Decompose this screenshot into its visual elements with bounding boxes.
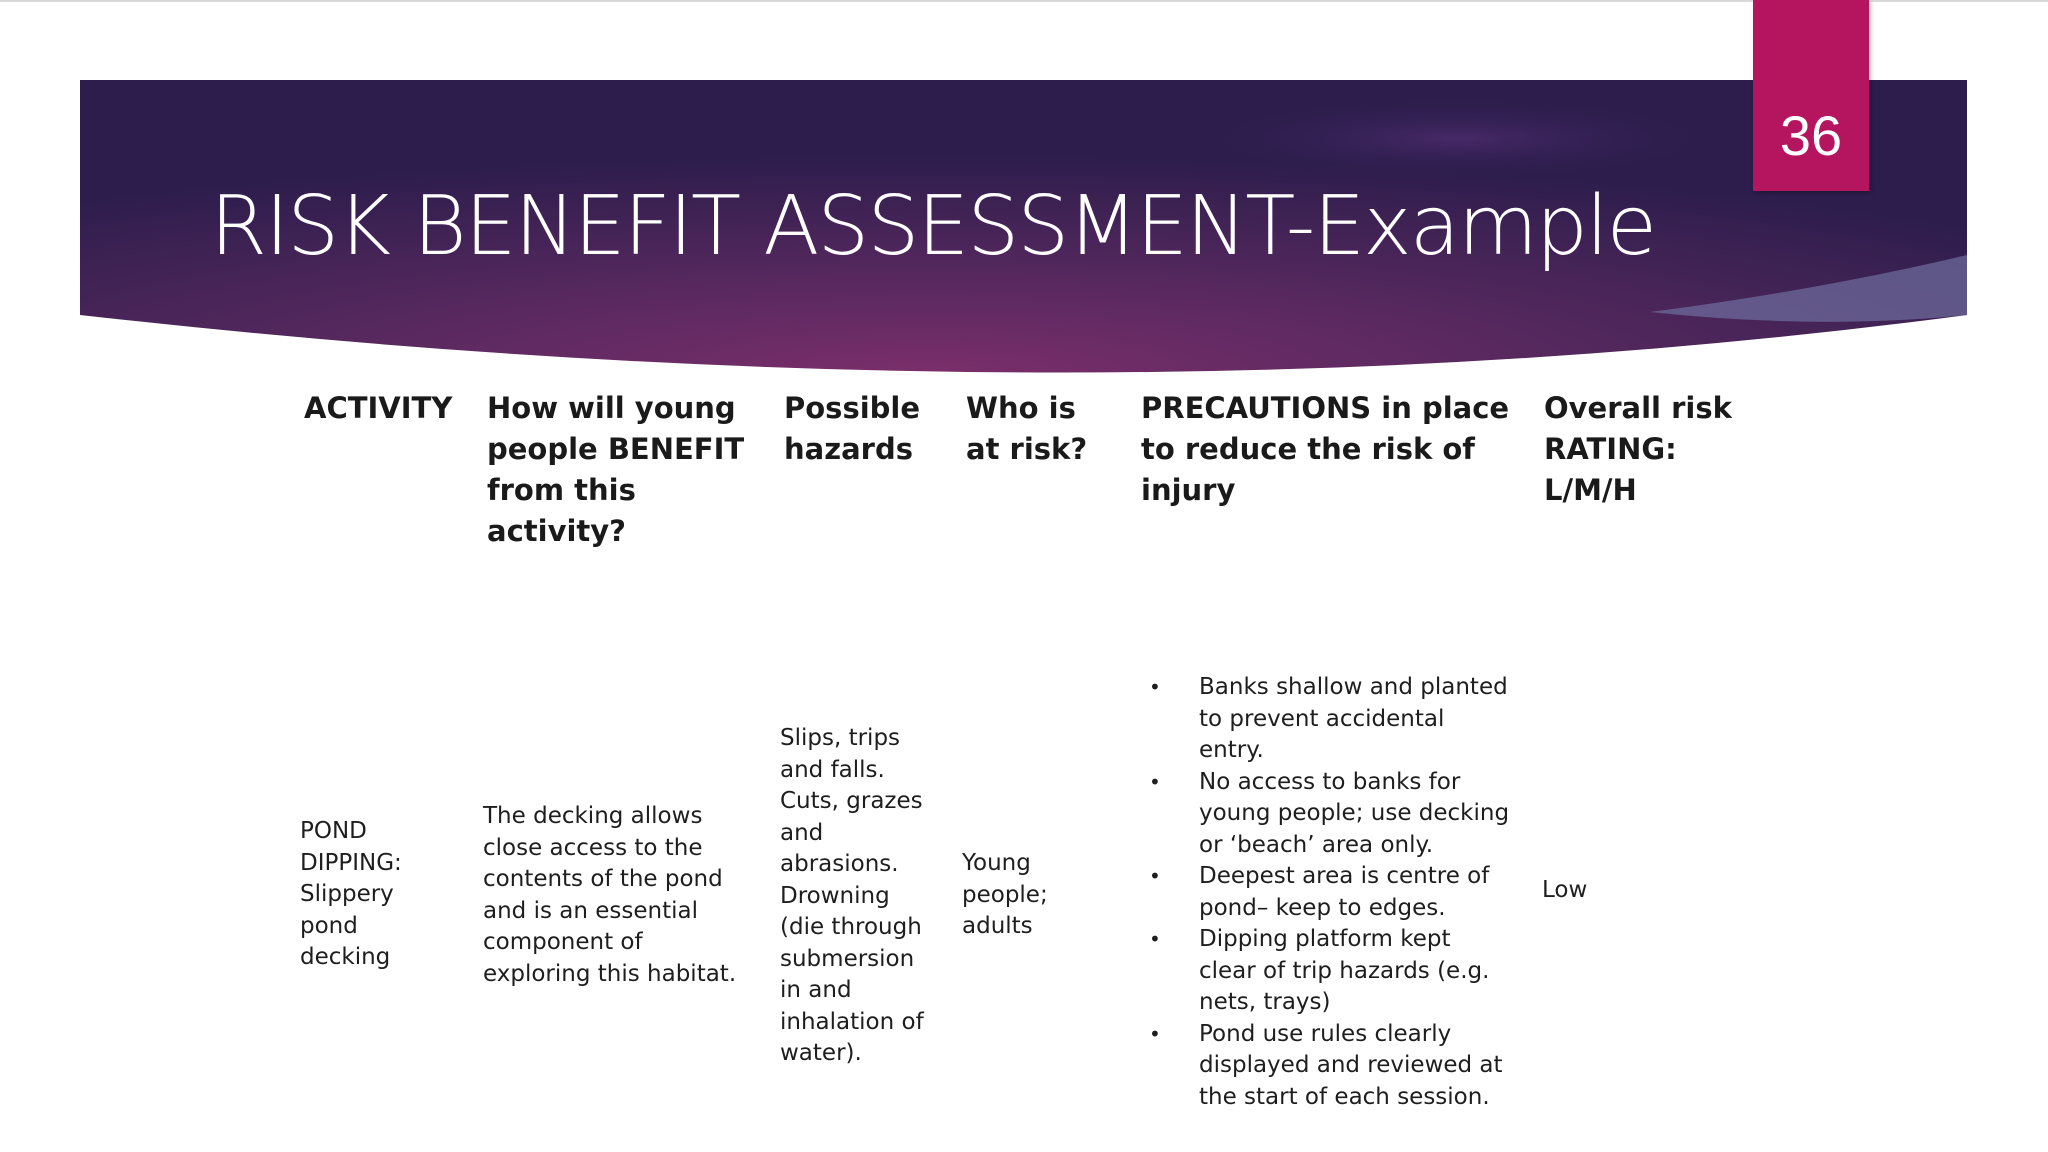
header-rating: Overall risk RATING: L/M/H bbox=[1544, 391, 1732, 507]
precaution-item bbox=[1143, 1019, 1563, 1114]
header-who-at-risk: Who is at risk? bbox=[966, 391, 1088, 466]
slide-number-tab bbox=[1753, 0, 1869, 191]
cell-who-at-risk: Young people; adults bbox=[962, 850, 1048, 939]
bullet-icon: • bbox=[1149, 927, 1161, 951]
precaution-item bbox=[1143, 672, 1563, 767]
precaution-text: Banks shallow and planted to prevent accidental entry. bbox=[1199, 674, 1508, 763]
precaution-text: Deepest area is centre of pond– keep to edges. bbox=[1199, 863, 1490, 921]
precaution-item bbox=[1143, 861, 1563, 924]
cell-benefit: The decking allows close access to the contents of the pond and is an essential component of exploring this habitat. bbox=[483, 803, 737, 987]
bullet-icon: • bbox=[1149, 864, 1161, 888]
header-hazards: Possible hazards bbox=[784, 391, 921, 466]
precaution-text: Pond use rules clearly displayed and reviewed at the start of each session. bbox=[1199, 1020, 1503, 1110]
slide-title: RISK BENEFIT ASSESSMENT-Example bbox=[210, 179, 1656, 274]
header-activity: ACTIVITY bbox=[304, 391, 453, 425]
header-benefit: How will young people BENEFIT from this activity? bbox=[487, 391, 745, 548]
slide-number: 36 bbox=[1779, 104, 1843, 167]
risk-assessment-table bbox=[290, 380, 1760, 1120]
header-precautions: PRECAUTIONS in place to reduce the risk of injury bbox=[1141, 391, 1510, 507]
precaution-text: No access to banks for young people; use decking or ‘beach’ area only. bbox=[1199, 768, 1510, 858]
bullet-icon: • bbox=[1149, 769, 1161, 794]
bullet-icon: • bbox=[1149, 675, 1161, 699]
precaution-item bbox=[1143, 767, 1563, 862]
cell-rating: Low bbox=[1542, 877, 1588, 903]
precautions-list bbox=[1143, 672, 1563, 1113]
precaution-item bbox=[1143, 924, 1563, 1019]
bullet-icon: • bbox=[1149, 1021, 1161, 1046]
cell-hazards: Slips, trips and falls. Cuts, grazes and abrasions. Drowning (die through submersion in and inhalation of water). bbox=[780, 725, 924, 1066]
cell-activity: POND DIPPING: Slippery pond decking bbox=[300, 818, 402, 970]
precaution-text: Dipping platform kept clear of trip hazards (e.g. nets, trays) bbox=[1199, 926, 1490, 1015]
